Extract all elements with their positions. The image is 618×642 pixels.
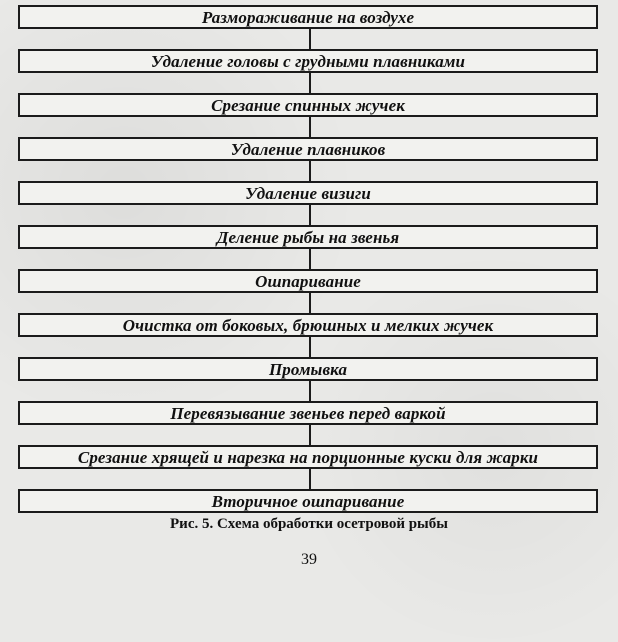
flow-step-label: Удаление визиги [245,183,371,203]
flow-step-tying-links [18,401,598,425]
flow-connector-6 [309,249,311,269]
flow-connector-8 [309,337,311,357]
flow-step-label: Деление рыбы на звенья [216,227,400,247]
flow-step-label: Ошпаривание [255,271,361,291]
flow-connector-9 [309,381,311,401]
flow-step-second-scalding [18,489,598,513]
flow-step-head-removal [18,49,598,73]
flow-connector-5 [309,205,311,225]
flow-step-label: Очистка от боковых, брюшных и мелких жучек [122,315,494,335]
flow-step-spine-scutes [18,93,598,117]
flow-connector-3 [309,117,311,137]
flow-step-fin-removal [18,137,598,161]
flow-step-label: Срезание спинных жучек [211,95,405,115]
flow-connector-4 [309,161,311,181]
flow-step-label: Перевязывание звеньев перед варкой [170,403,446,423]
flow-step-label: Вторичное ошпаривание [211,491,405,511]
flow-step-cartilage-and-portions [18,445,598,469]
flow-connector-11 [309,469,311,489]
page-number: 39 [301,551,317,568]
flow-step-label: Срезание хрящей и нарезка на порционные куски для жарки [77,447,539,467]
flow-connector-7 [309,293,311,313]
flow-connector-10 [309,425,311,445]
flow-step-label: Промывка [268,359,348,379]
flow-connector-2 [309,73,311,93]
flow-step-vyaziga-removal [18,181,598,205]
flow-step-scalding [18,269,598,293]
flow-step-defrosting [18,5,598,29]
fish-processing-flowchart [18,5,602,511]
flow-step-cleaning-scutes [18,313,598,337]
figure-caption: Рис. 5. Схема обработки осетровой рыбы [170,516,448,532]
flow-step-label: Размораживание на воздухе [201,7,415,27]
flow-connector-1 [309,29,311,49]
flow-step-cut-into-links [18,225,598,249]
flow-step-label: Удаление головы с грудными плавниками [150,51,466,71]
flow-step-rinsing [18,357,598,381]
flow-step-label: Удаление плавников [230,139,386,159]
